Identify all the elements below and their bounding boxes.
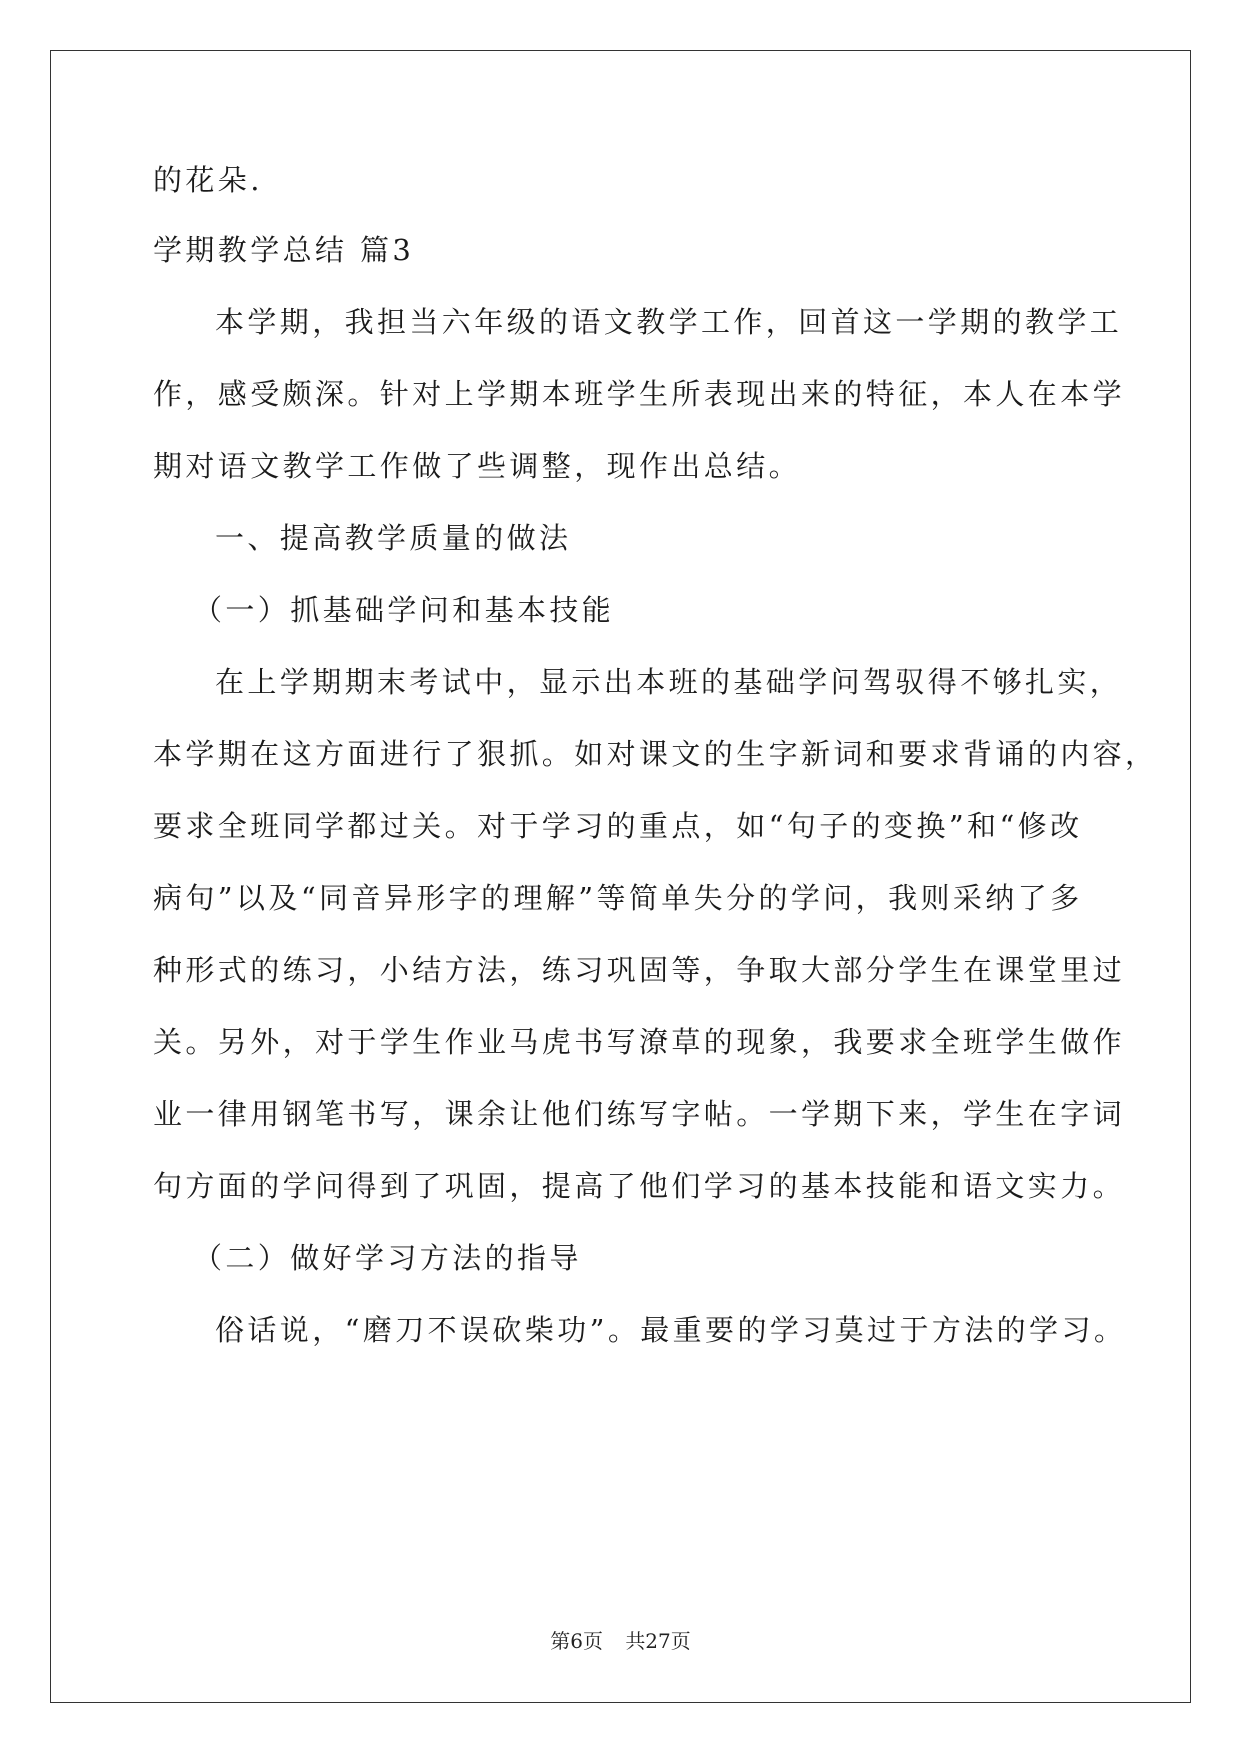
text-line: 在上学期期末考试中，显示出本班的基础学问驾驭得不够扎实， xyxy=(215,665,1123,699)
text-line: 句方面的学问得到了巩固，提高了他们学习的基本技能和语文实力。 xyxy=(153,1169,1126,1203)
subsection-heading: （一）抓基础学问和基本技能 xyxy=(193,593,615,627)
text-line: 业一律用钢笔书写，课余让他们练写字帖。一学期下来，学生在字词 xyxy=(153,1097,1126,1131)
text-line: 关。另外，对于学生作业马虎书写潦草的现象，我要求全班学生做作 xyxy=(153,1025,1126,1059)
page-footer xyxy=(0,1625,1241,1654)
text-line: 本学期，我担当六年级的语文教学工作，回首这一学期的教学工 xyxy=(215,305,1123,339)
page-number: 第6页 xyxy=(550,1629,603,1653)
text-line: 要求全班同学都过关。对于学习的重点，如“句子的变换”和“修改 xyxy=(153,809,1083,843)
subsection-heading: （二）做好学习方法的指导 xyxy=(193,1241,582,1275)
text-line: 病句”以及“同音异形字的理解”等简单失分的学问，我则采纳了多 xyxy=(153,881,1083,915)
text-line: 俗话说，“磨刀不误砍柴功”。最重要的学习莫过于方法的学习。 xyxy=(215,1313,1127,1347)
page-total: 共27页 xyxy=(625,1629,691,1653)
text-line: 期对语文教学工作做了些调整，现作出总结。 xyxy=(153,449,802,483)
section-heading: 学期教学总结 篇3 xyxy=(153,233,415,267)
text-line: 本学期在这方面进行了狠抓。如对课文的生字新词和要求背诵的内容， xyxy=(153,737,1158,771)
text-line: 的花朵. xyxy=(153,163,263,197)
subsection-heading: 一、提高教学质量的做法 xyxy=(215,521,572,555)
text-line: 作，感受颇深。针对上学期本班学生所表现出来的特征，本人在本学 xyxy=(153,377,1126,411)
page-border xyxy=(50,50,1191,1703)
text-line: 种形式的练习，小结方法，练习巩固等，争取大部分学生在课堂里过 xyxy=(153,953,1126,987)
